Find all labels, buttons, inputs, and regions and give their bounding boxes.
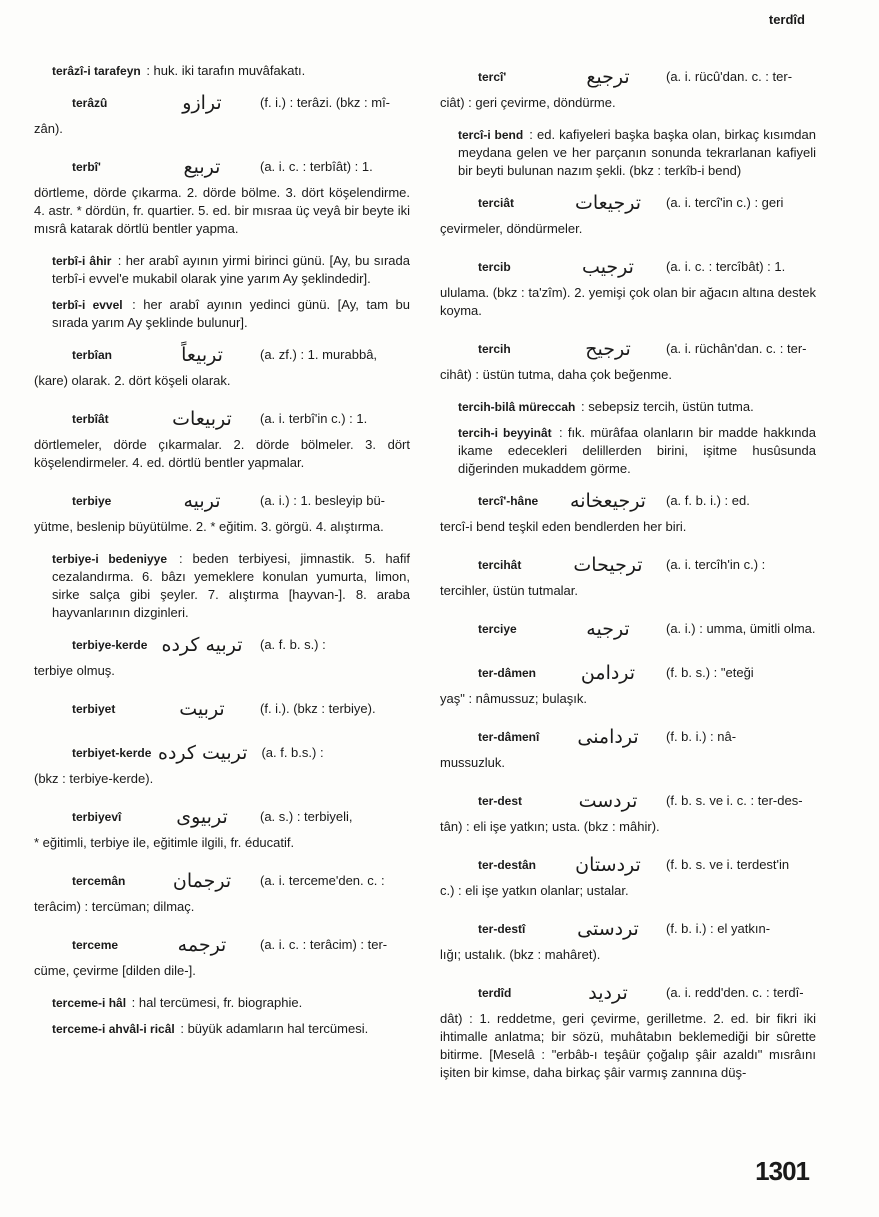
entry-grammar: (a. i. c. : terâcim) : ter-: [260, 937, 388, 952]
arabic-script: ترجمه: [177, 934, 227, 956]
entry-grammar: (a. i. c. : tercîbât) : 1.: [666, 259, 786, 274]
dictionary-entry: [440, 252, 816, 320]
dictionary-entry: [440, 424, 816, 478]
entry-definition: zân).: [34, 121, 63, 136]
dictionary-entry: [34, 550, 410, 622]
entry-header: [440, 62, 816, 92]
entry-definition: : büyük adamların hal tercümesi.: [176, 1021, 369, 1036]
arabic-script: تردامنى: [577, 726, 639, 748]
arabic-script: تربيه: [183, 490, 221, 512]
entry-grammar: (f. b. i.) : nâ-: [666, 729, 737, 744]
headword: tercemân: [72, 874, 126, 888]
entry-header: [440, 978, 816, 1008]
entry-definition: c.) : eli işe yatkın olanlar; ustalar.: [440, 883, 629, 898]
entry-grammar: (a. i.) : umma, ümitli olma.: [666, 621, 816, 636]
entry-definition: ululama. (bkz : ta'zîm). 2. yemişi çok olan bir ağacın altına destek koyma.: [440, 285, 816, 318]
entry-header: [34, 738, 410, 768]
entry-grammar: (a. i. terceme'den. c. :: [260, 873, 385, 888]
entry-definition: çevirmeler, döndürmeler.: [440, 221, 583, 236]
dictionary-entry: [34, 88, 410, 138]
entry-header: [440, 658, 816, 688]
entry-grammar: (a. i. rüchân'dan. c. : ter-: [666, 341, 807, 356]
headword: terbiyet: [72, 702, 116, 716]
dictionary-entry: [34, 340, 410, 390]
dictionary-entry: [440, 914, 816, 964]
entry-definition: : hal tercümesi, fr. biographie.: [128, 995, 303, 1010]
dictionary-entry: [440, 188, 816, 238]
dictionary-entry: [440, 398, 816, 416]
headword: terâzû: [72, 96, 108, 110]
entry-grammar: (a. i.) : 1. besleyip bü-: [260, 493, 385, 508]
headword: terbiyet-kerde: [72, 746, 152, 760]
dictionary-entry: [34, 930, 410, 980]
dictionary-entry: [440, 850, 816, 900]
entry-header: [34, 340, 410, 370]
entry-grammar: (a. zf.) : 1. murabbâ,: [260, 347, 378, 362]
entry-header: [34, 88, 410, 118]
dictionary-entry: [34, 486, 410, 536]
arabic-script: ترجيحات: [573, 554, 643, 576]
entry-definition: yütme, beslenip büyütülme. 2. * eğitim. 3. görgü. 4. alıştırma.: [34, 519, 384, 534]
arabic-script: تربيت كرده: [158, 742, 248, 764]
dictionary-entry: [34, 994, 410, 1012]
arabic-script: ترديد: [588, 982, 628, 1004]
entry-grammar: (a. i. redd'den. c. : terdî-: [666, 985, 804, 1000]
entry-definition: tercihler, üstün tutmalar.: [440, 583, 579, 598]
dictionary-entry: [34, 62, 410, 80]
entry-header: [34, 630, 410, 660]
entry-grammar: (a. f. b.s.) :: [261, 745, 324, 760]
dictionary-entry: [440, 126, 816, 180]
entry-definition: (kare) olarak. 2. dört köşeli olarak.: [34, 373, 231, 388]
headword: ter-destân: [478, 858, 537, 872]
entry-header: [34, 486, 410, 516]
dictionary-entry: [440, 62, 816, 112]
entry-definition: yaş" : nâmussuz; bulaşık.: [440, 691, 587, 706]
headword: ter-dâmen: [478, 666, 537, 680]
arabic-script: تربيعاً: [181, 344, 223, 366]
dictionary-entry: [34, 1020, 410, 1038]
right-column: [440, 62, 816, 1096]
arabic-script: ترجمان: [172, 870, 232, 892]
arabic-script: ترجيع: [586, 66, 630, 88]
dictionary-entry: [34, 694, 410, 724]
entry-definition: : her arabî ayının yedinci günü. [Ay, tam bu sırada yarım Ay şeklinde bulunur].: [52, 297, 410, 330]
arabic-script: ترجيعات: [574, 192, 642, 214]
headword: tercî'-hâne: [478, 494, 539, 508]
entry-header: [440, 722, 816, 752]
arabic-script: تردستى: [577, 918, 639, 940]
arabic-script: تردست: [578, 790, 638, 812]
dictionary-entry: [440, 722, 816, 772]
entry-grammar: (a. i. rücû'dan. c. : ter-: [666, 69, 793, 84]
entry-definition: dât) : 1. reddetme, geri çevirme, gerilletme. 2. ed. bir fikri iki ihtimalle anlatma; bir sözü, muhâtabın beklemediği bir sûrette bitirme. [Meselâ : "erbâb-ı teşâür çoğalıp şâir azaldı" mısrâını işiten bir kimse, daha birkaç şâir varmış zannına düş-: [440, 1011, 816, 1080]
entry-header: [34, 694, 410, 724]
entry-header: [440, 188, 816, 218]
entry-definition: ciât) : geri çevirme, döndürme.: [440, 95, 616, 110]
sub-headword: tercih-i beyyinât: [458, 426, 552, 440]
headword: tercih: [478, 342, 511, 356]
headword: terbîât: [72, 412, 109, 426]
entry-grammar: (f. b. s. ve i. c. : ter-des-: [666, 793, 803, 808]
dictionary-entry: [34, 866, 410, 916]
arabic-script: ترجيب: [582, 256, 634, 278]
sub-headword: terâzî-i tarafeyn: [52, 64, 141, 78]
entry-header: [440, 334, 816, 364]
entry-grammar: (f. b. i.) : el yatkın-: [666, 921, 771, 936]
entry-header: [34, 866, 410, 896]
entry-grammar: (f. b. s. ve i. terdest'in: [666, 857, 790, 872]
entry-header: [34, 404, 410, 434]
entry-definition: cüme, çevirme [dilden dile-].: [34, 963, 196, 978]
dictionary-entry: [34, 738, 410, 788]
entry-definition: : sebepsiz tercih, üstün tutma.: [577, 399, 754, 414]
entry-header: [34, 930, 410, 960]
sub-headword: terceme-i hâl: [52, 996, 127, 1010]
headword: terbîan: [72, 348, 113, 362]
headword: terciât: [478, 196, 515, 210]
entry-definition: lığı; ustalık. (bkz : mahâret).: [440, 947, 601, 962]
sub-headword: terbiye-i bedeniyye: [52, 552, 168, 566]
entry-grammar: (a. i. terbî'in c.) : 1.: [260, 411, 368, 426]
sub-headword: terceme-i ahvâl-i ricâl: [52, 1022, 175, 1036]
entry-grammar: (f. i.). (bkz : terbiye).: [260, 701, 376, 716]
entry-grammar: (f. b. s.) : "eteği: [666, 665, 754, 680]
headword: tercî': [478, 70, 507, 84]
entry-definition: tercî-i bend teşkil eden bendlerden her biri.: [440, 519, 687, 534]
dictionary-entry: [440, 614, 816, 644]
headword: terceme: [72, 938, 119, 952]
headword: tercib: [478, 260, 511, 274]
entry-header: [34, 152, 410, 182]
entry-definition: cihât) : üstün tutma, daha çok beğenme.: [440, 367, 672, 382]
sub-headword: tercî-i bend: [458, 128, 524, 142]
entry-grammar: (a. s.) : terbiyeli,: [260, 809, 353, 824]
headword: ter-destî: [478, 922, 526, 936]
entry-definition: dörtleme, dörde çıkarma. 2. dörde bölme. 3. dört köşelendirme. 4. astr. * dördün, fr. quartier. 5. ed. bir mısraa üç veyâ bir beyte iki mısrâ katarak dörtlü bentler yapma.: [34, 185, 410, 236]
arabic-script: تردستان: [575, 854, 641, 876]
entry-header: [440, 614, 816, 644]
entry-definition: * eğitimli, terbiye ile, eğitimle ilgili, fr. éducatif.: [34, 835, 295, 850]
dictionary-entry: [440, 786, 816, 836]
dictionary-entry: [34, 802, 410, 852]
entry-header: [440, 786, 816, 816]
entry-header: [440, 550, 816, 580]
arabic-script: تردامن: [580, 662, 636, 684]
entry-definition: : ed. kafiyeleri başka başka olan, birkaç kısımdan meydana gelen ve her parçanın sonunda tekrarlanan kafiyeli bir beyti bulunan nazım şekli. (bkz : terkîb-i bend): [458, 127, 816, 178]
entry-definition: : her arabî ayının yirmi birinci günü. [Ay, bu sırada terbî-i evvel'e mukabil olarak yine yarım Ay şeklindedir].: [52, 253, 410, 286]
entry-grammar: (a. f. b. s.) :: [260, 637, 326, 652]
entry-grammar: (a. i. c. : terbîât) : 1.: [260, 159, 373, 174]
left-column: [34, 62, 410, 1046]
headword: terbiye: [72, 494, 112, 508]
entry-grammar: (a. f. b. i.) : ed.: [666, 493, 750, 508]
entry-definition: terâcim) : tercüman; dilmaç.: [34, 899, 195, 914]
entry-definition: dörtlemeler, dörde çıkarmalar. 2. dörde bölmeler. 3. dört köşelendirmeler. 4. ed. dörtlü bentler yapmalar.: [34, 437, 410, 470]
entry-definition: terbiye olmuş.: [34, 663, 115, 678]
entry-definition: : beden terbiyesi, jimnastik. 5. hafif cezalandırma. 6. bâzı yemeklere konulan yumurta, limon, sirke salça gibi şeyler. 7. alıştırma [hayvan-]. 8. araba hayvanlarının dizginleri.: [52, 551, 410, 620]
entry-definition: : fık. mürâfaa olanların bir madde hakkında ikame edecekleri delillerden birini, işitme husûsunda diğerinden mukaddem görme.: [458, 425, 816, 476]
sub-headword: tercih-bilâ müreccah: [458, 400, 576, 414]
headword: ter-dest: [478, 794, 523, 808]
headword: terbî': [72, 160, 101, 174]
running-head: terdîd: [768, 12, 805, 27]
entry-header: [34, 802, 410, 832]
dictionary-entry: [440, 658, 816, 708]
entry-header: [440, 486, 816, 516]
entry-header: [440, 914, 816, 944]
entry-grammar: (f. i.) : terâzi. (bkz : mî-: [260, 95, 391, 110]
arabic-script: تربيع: [183, 156, 221, 178]
entry-grammar: (a. i. tercî'in c.) : geri: [666, 195, 784, 210]
entry-definition: (bkz : terbiye-kerde).: [34, 771, 154, 786]
arabic-script: تربيه كرده: [161, 634, 243, 656]
entry-header: [440, 850, 816, 880]
entry-definition: mussuzluk.: [440, 755, 506, 770]
headword: ter-dâmenî: [478, 730, 540, 744]
headword: terbiyevî: [72, 810, 122, 824]
entry-header: [440, 252, 816, 282]
headword: terdîd: [478, 986, 512, 1000]
arabic-script: تربيوى: [176, 806, 228, 828]
dictionary-entry: [440, 486, 816, 536]
headword: terbiye-kerde: [72, 638, 148, 652]
dictionary-entry: [440, 334, 816, 384]
arabic-script: تربيت: [179, 698, 225, 720]
dictionary-entry: [34, 630, 410, 680]
arabic-script: ترجيح: [585, 338, 631, 360]
arabic-script: ترجيه: [586, 618, 630, 640]
sub-headword: terbî-i evvel: [52, 298, 123, 312]
entry-definition: : huk. iki tarafın muvâfakatı.: [142, 63, 306, 78]
headword: tercihât: [478, 558, 522, 572]
dictionary-entry: [34, 252, 410, 288]
arabic-script: تربيعات: [172, 408, 232, 430]
entry-grammar: (a. i. tercîh'in c.) :: [666, 557, 766, 572]
arabic-script: ترازو: [182, 92, 222, 114]
page-number: 1301: [755, 1156, 809, 1186]
dictionary-entry: [440, 978, 816, 1082]
entry-definition: tân) : eli işe yatkın; usta. (bkz : mâhir).: [440, 819, 660, 834]
dictionary-entry: [34, 152, 410, 238]
dictionary-entry: [34, 404, 410, 472]
arabic-script: ترجيعخانه: [570, 490, 646, 512]
dictionary-entry: [34, 296, 410, 332]
dictionary-entry: [440, 550, 816, 600]
sub-headword: terbî-i âhir: [52, 254, 112, 268]
headword: terciye: [478, 622, 517, 636]
